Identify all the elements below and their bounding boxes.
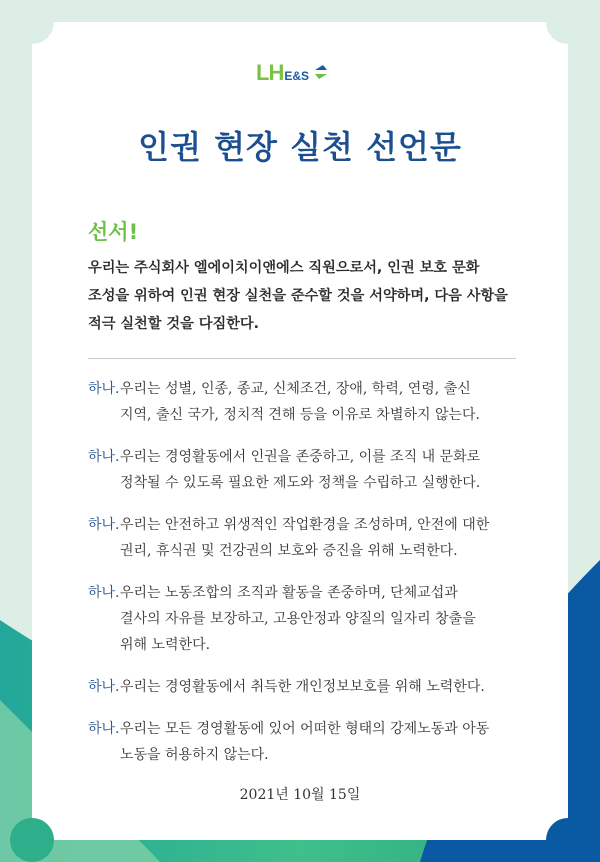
declaration-card [32,22,568,840]
pledge-item [88,512,528,564]
pledge-item [88,376,528,428]
card-corner-top-left [10,0,54,44]
pledge-prefix: 하나. [88,517,120,533]
pledge-prefix: 하나. [88,679,120,695]
page-title: 인권 현장 실천 선언문 [138,128,462,166]
pledge-item [88,674,528,700]
pledge-text: 우리는 경영활동에서 인권을 존중하고, 이를 조직 내 문화로 정착될 수 있도록 필요한 제도와 정책을 수립하고 실행한다. [120,449,481,491]
pledge-text: 우리는 노동조합의 조직과 활동을 존중하며, 단체교섭과 결사의 자유를 보장하고, 고용안정과 양질의 일자리 창출을 위해 노력한다. [120,585,476,653]
logo-main-text: LH [256,60,284,85]
oath-label: 선서! [88,220,139,244]
pledge-item [88,716,528,768]
pledge-prefix: 하나. [88,585,120,601]
pledge-text: 우리는 성별, 인종, 종교, 신체조건, 장애, 학력, 연령, 출신 지역, 출신 국가, 정치적 견해 등을 이유로 차별하지 않는다. [120,381,481,423]
pledge-prefix: 하나. [88,449,120,465]
declaration-date: 2021년 10월 15일 [239,787,361,803]
company-logo [256,58,331,84]
pledge-item [88,580,528,658]
section-divider [88,358,516,359]
pledge-text: 우리는 경영활동에서 취득한 개인정보보호를 위해 노력한다. [120,679,485,695]
pledge-item [88,444,528,496]
oath-text: 우리는 주식회사 엘에이치이앤에스 직원으로서, 인권 보호 문화 조성을 위하여 인권 현장 실천을 준수할 것을 서약하며, 다음 사항을 적극 실천할 것을 다짐한다. [88,260,508,332]
pledge-text: 우리는 안전하고 위생적인 작업환경을 조성하며, 안전에 대한 권리, 휴식권 및 건강권의 보호와 증진을 위해 노력한다. [120,517,490,559]
card-corner-bottom-right [546,818,590,862]
card-corner-top-right [546,0,590,44]
pledge-text: 우리는 모든 경영활동에 있어 어떠한 형태의 강제노동과 아동 노동을 허용하지 않는다. [120,721,490,763]
pledge-prefix: 하나. [88,721,120,737]
logo-swoosh-icon [311,62,331,82]
logo-sub-text: E&S [284,69,310,83]
pledge-prefix: 하나. [88,381,120,397]
card-corner-bottom-left [10,818,54,862]
